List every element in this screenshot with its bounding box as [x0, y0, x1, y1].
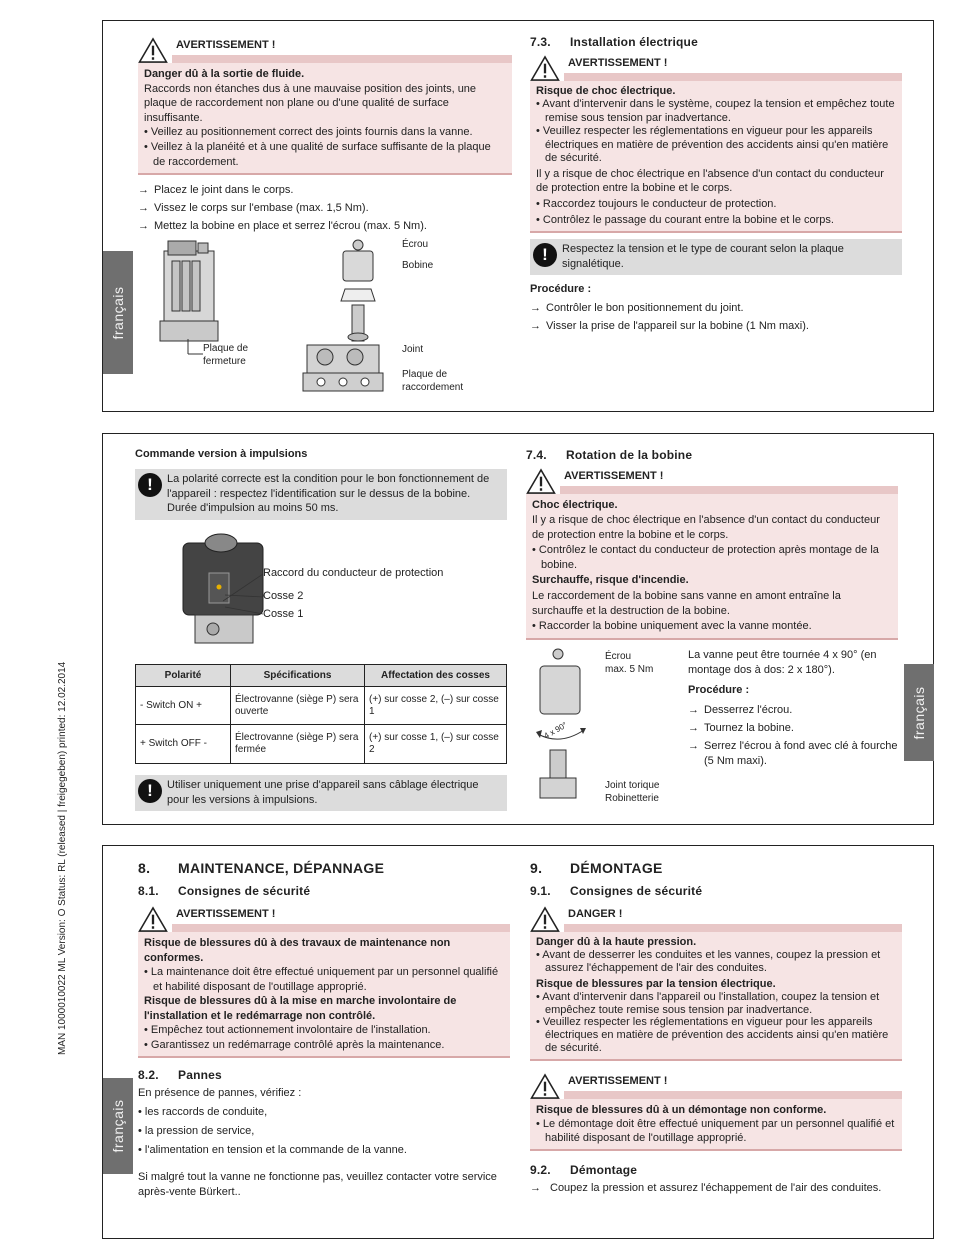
leader-lines: [223, 569, 265, 619]
section-title: 7.3. Installation électrique: [530, 35, 698, 49]
warning-bullet: • Raccordez toujours le conducteur de protection.: [536, 198, 777, 211]
warning-box: [526, 494, 898, 640]
risk-heading: Risque de blessures dû à des travaux de maintenance non conformes.: [144, 937, 451, 964]
section-title: 8.1. Consignes de sécurité: [138, 884, 311, 898]
label-ecrou: Écrou: [402, 239, 429, 250]
table-row: [136, 687, 507, 725]
risk-heading: Surchauffe, risque d'incendie.: [532, 574, 689, 587]
right-column: [530, 860, 902, 1196]
exclamation-icon: !: [138, 473, 162, 497]
table-header: Spécifications: [231, 665, 365, 687]
warning-icon: [138, 906, 168, 933]
step: → Mettez la bobine en place et serrez l'écrou (max. 5 Nm).: [138, 220, 427, 233]
warning-bullet: • Avant d'intervenir dans l'appareil ou l'installation, coupez la tension et empêchez toute remise sous tension par inadvertance.: [536, 990, 880, 1016]
section-title: Commande version à impulsions: [135, 448, 308, 460]
label-plaque-fermeture: Plaque de fermeture: [203, 343, 249, 367]
exclamation-icon: !: [533, 243, 557, 267]
warning-header: [138, 906, 510, 932]
danger-heading: Danger dû à la sortie de fluide.: [144, 68, 305, 80]
warning-text: Le raccordement de la bobine sans vanne en amont entraîne la surchauffe et la destruction de la bobine.: [532, 589, 841, 617]
warning-bullet: • Avant d'intervenir dans le système, coupez la tension et empêchez toute remise sous tension par inadvertance.: [536, 98, 895, 124]
exclamation-icon: !: [138, 779, 162, 803]
warning-bullet: • Veillez à la planéité et à une qualité de surface suffisante de la plaque de raccordement.: [144, 140, 491, 168]
warning-text: Raccords non étanches dus à une mauvaise position des joints, une plaque de raccordement non plane ou d'une qualité de surface insuffisante.: [144, 82, 477, 124]
step: → Vissez le corps sur l'embase (max. 1,5 Nm).: [138, 202, 369, 215]
danger-label: DANGER !: [568, 908, 623, 920]
coil-rotation-illustration: [528, 646, 608, 806]
note-box: [135, 775, 507, 811]
section-title: 7.4. Rotation de la bobine: [526, 448, 693, 462]
warning-header: [526, 468, 898, 494]
label-max: max. 5 Nm: [605, 664, 654, 675]
warning-icon: [138, 37, 168, 64]
warning-bullet: • Raccorder la bobine uniquement avec la vanne montée.: [532, 619, 812, 632]
panel-impulsions: [102, 433, 934, 825]
warning-bullet: • Avant de desserrer les conduites et les vannes, coupez la pression et assurez l'échappement de l'air des conduites.: [536, 948, 881, 974]
risk-heading: Choc électrique.: [532, 499, 618, 511]
warning-label: AVERTISSEMENT !: [176, 39, 276, 51]
list-item: • la pression de service,: [138, 1125, 255, 1137]
label-robinetterie: Robinetterie: [605, 793, 659, 804]
warning-label: AVERTISSEMENT !: [568, 57, 668, 69]
risk-heading: Risque de blessures dû à un démontage non conforme.: [536, 1104, 827, 1117]
panel-maintenance: [102, 845, 934, 1239]
chapter-title: 8. MAINTENANCE, DÉPANNAGE: [138, 860, 385, 876]
list-item: • les raccords de conduite,: [138, 1106, 268, 1118]
warning-header: [530, 55, 902, 81]
warning-bullet: • Le démontage doit être effectué uniquement par un personnel qualifié et habilité disposant de l'outillage approprié.: [536, 1118, 895, 1145]
step: → Placez le joint dans le corps.: [138, 184, 294, 197]
warning-box: [138, 63, 512, 175]
warning-bullet: • Veuillez respecter les réglementations en vigueur pour les appareils électriques en matière de prévention des accidents ainsi qu'en matière de sécurité.: [536, 1016, 889, 1055]
step: → Serrez l'écrou à fond avec clé à fourche (5 Nm maxi).: [688, 740, 898, 767]
rotation-text: La vanne peut être tournée 4 x 90° (en montage dos à dos: 2 x 180°).: [688, 649, 877, 676]
danger-box: [530, 932, 902, 1061]
step: → Tournez la bobine.: [688, 722, 794, 734]
table-cell: Électrovanne (siège P) sera ouverte: [231, 687, 365, 725]
label-cosse2: Cosse 2: [263, 590, 304, 602]
table-cell: + Switch OFF -: [136, 725, 231, 764]
warning-box: [138, 932, 510, 1058]
warning-header: [530, 1073, 902, 1099]
label-joint-torique: Joint torique: [605, 780, 660, 791]
polarity-table: [135, 664, 507, 764]
table-cell: - Switch ON +: [136, 687, 231, 725]
note-text: La polarité correcte est la condition pour le bon fonctionnement de l'appareil : respectez l'identification sur le dessus de la bobine. Durée d'impulsion au moins 50 ms.: [167, 473, 490, 514]
warning-text: Il y a risque de choc électrique en l'absence d'un contact du conducteur de protection entre la bobine et le corps.: [536, 168, 884, 194]
table-cell: (+) sur cosse 2, (–) sur cosse 1: [365, 687, 507, 725]
pannes-intro: En présence de pannes, vérifiez :: [138, 1087, 302, 1099]
warning-icon: [526, 468, 556, 495]
exploded-view-illustration: [293, 239, 403, 399]
note-box: [135, 469, 507, 520]
document-code: MAN 1000010022 ML Version: O Status: RL (released | freigegeben) printed: 12.02.2014: [57, 661, 68, 1055]
risk-heading: Risque de blessures dû à la mise en marche involontaire de l'installation et le redémarrage non contrôlé.: [144, 995, 457, 1022]
warning-label: AVERTISSEMENT !: [176, 908, 276, 920]
warning-icon: [530, 906, 560, 933]
right-column: [530, 35, 902, 335]
language-tab: français: [103, 251, 133, 374]
warning-bullet: • Veuillez respecter les réglementations en vigueur pour les appareils électriques en matière de prévention des accidents ainsi qu'en matière de sécurité.: [536, 125, 889, 165]
label-cosse1: Cosse 1: [263, 608, 304, 620]
step: → Visser la prise de l'appareil sur la bobine (1 Nm maxi).: [530, 320, 809, 333]
language-tab: français: [904, 664, 934, 761]
left-column: [138, 37, 512, 235]
table-row: [136, 725, 507, 764]
procedure-heading: Procédure :: [688, 684, 750, 696]
warning-bullet: • Contrôlez le contact du conducteur de protection après montage de la bobine.: [532, 544, 879, 572]
warning-icon: [530, 55, 560, 82]
pannes-outro: Si malgré tout la vanne ne fonctionne pas, veuillez contacter votre service après-vente Bürkert..: [138, 1171, 497, 1198]
step: → Contrôler le bon positionnement du joint.: [530, 302, 744, 315]
note-text: Respectez la tension et le type de courant selon la plaque signalétique.: [562, 243, 844, 270]
table-header: Affectation des cosses: [365, 665, 507, 687]
label-bobine: Bobine: [402, 260, 434, 271]
warning-text: Il y a risque de choc électrique en l'absence d'un contact du conducteur de protection entre la bobine et le corps.: [532, 514, 880, 542]
warning-box: [530, 1099, 902, 1151]
warning-header: [138, 37, 512, 63]
warning-box: [530, 81, 902, 233]
step: → Desserrez l'écrou.: [688, 704, 793, 716]
list-item: • l'alimentation en tension et la commande de la vanne.: [138, 1144, 407, 1156]
section-title: 9.1. Consignes de sécurité: [530, 884, 703, 898]
left-column: [135, 448, 507, 520]
table-cell: Électrovanne (siège P) sera fermée: [231, 725, 365, 764]
label-joint: Joint: [402, 344, 424, 355]
section-title: 8.2. Pannes: [138, 1068, 222, 1082]
warning-label: AVERTISSEMENT !: [568, 1075, 668, 1088]
note-box: [530, 239, 902, 275]
warning-icon: [530, 1073, 560, 1100]
procedure-heading: Procédure :: [530, 283, 592, 296]
section-title: 9.2. Démontage: [530, 1163, 638, 1178]
warning-bullet: • La maintenance doit être effectué uniquement par un personnel qualifié et habilité disposant de l'outillage approprié.: [144, 966, 499, 993]
label-raccord: Raccord du conducteur de protection: [263, 567, 444, 579]
table-header: Polarité: [136, 665, 231, 687]
note-text: Utiliser uniquement une prise d'appareil sans câblage électrique pour les versions à impulsions.: [167, 779, 479, 806]
risk-heading: Risque de blessures par la tension électrique.: [536, 977, 776, 990]
chapter-title: 9. DÉMONTAGE: [530, 860, 663, 876]
language-tab: français: [103, 1078, 133, 1174]
label-plaque-raccordement: Plaque de raccordement: [402, 369, 464, 393]
warning-label: AVERTISSEMENT !: [564, 470, 664, 482]
warning-bullet: • Veillez au positionnement correct des joints fournis dans la vanne.: [144, 126, 473, 139]
step: → Coupez la pression et assurez l'échappement de l'air des conduites.: [530, 1182, 882, 1195]
table-cell: (+) sur cosse 1, (–) sur cosse 2: [365, 725, 507, 764]
danger-header: [530, 906, 902, 932]
warning-bullet: • Contrôlez le passage du courant entre la bobine et le corps.: [536, 213, 834, 226]
right-column: [526, 448, 898, 640]
rotation-procedure: [688, 648, 898, 769]
risk-heading: Risque de choc électrique.: [536, 85, 676, 97]
warning-bullet: • Empêchez tout actionnement involontaire de l'installation.: [144, 1024, 431, 1036]
panel-installation: [102, 20, 934, 412]
label-ecrou: Écrou: [605, 651, 632, 662]
risk-heading: Danger dû à la haute pression.: [536, 936, 697, 948]
warning-bullet: • Garantissez un redémarrage contrôlé après la maintenance.: [144, 1038, 445, 1051]
left-column: [138, 860, 510, 1200]
label-angle: 4 x 90°: [542, 720, 569, 741]
